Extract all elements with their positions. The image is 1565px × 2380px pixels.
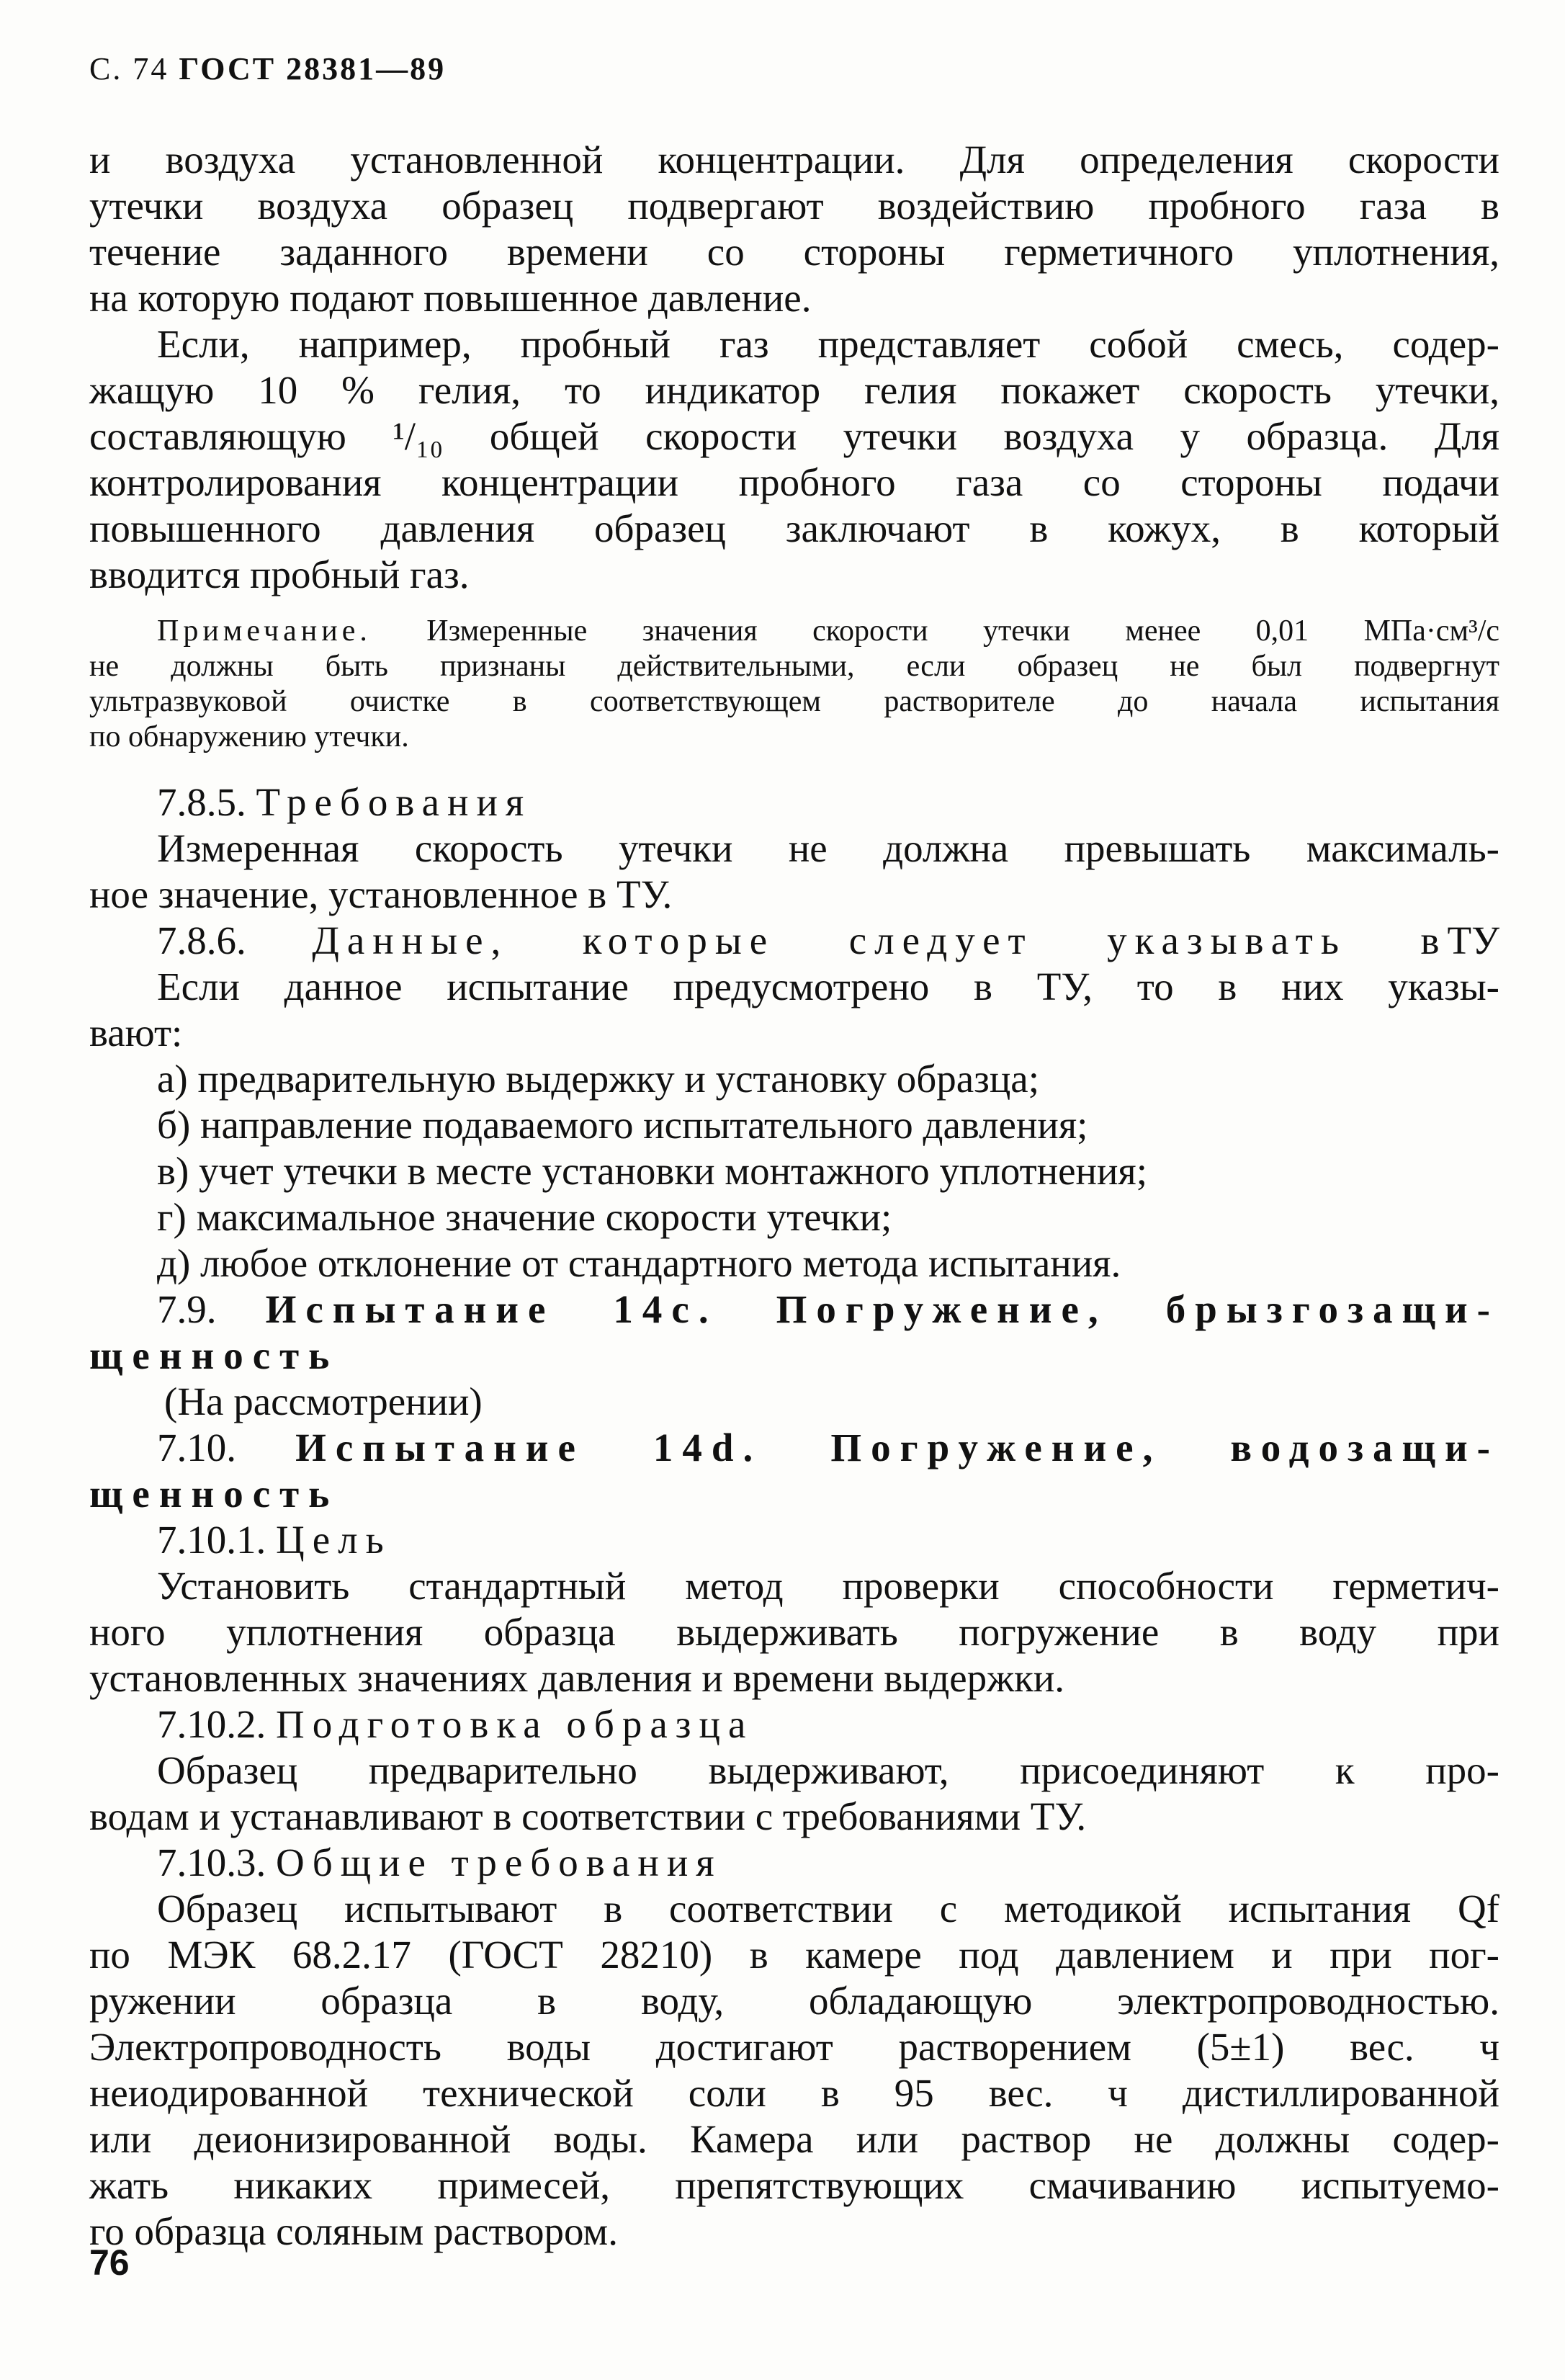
section-title: Испытание 14d. Погружение, водозащи- [295,1426,1499,1469]
note-line: не должны быть признаны действительными, если образец не был подвергнут [89,650,1499,683]
section-title-tail: ТУ [1447,918,1500,962]
section-heading [89,1517,1499,1563]
section-number: 7.10.2. [157,1702,266,1746]
text-line: вводится пробный газ. [89,552,470,596]
list-item: д) любое отклонение от стандартного метода испытания. [157,1241,1121,1285]
list-item: в) учет утечки в месте установки монтажного уплотнения; [157,1149,1147,1193]
text-line: течение заданного времени со стороны герметичного уплотнения, [89,230,1499,274]
section-heading [89,918,1499,964]
text-line: составляющую ¹/₁₀ общей скорости утечки воздуха у образца. Для [89,414,1499,458]
standard-designation: ГОСТ 28381—89 [179,51,447,86]
text-line: Образец предварительно выдерживают, присоединяют к про- [157,1748,1499,1792]
section-heading [89,1425,1499,1471]
section-number: 7.8.6. [157,918,246,962]
body-text [89,137,1499,2255]
section-title: Цель [276,1518,392,1562]
text-line: по МЭК 68.2.17 (ГОСТ 28210) в камере под давлением и при пог- [89,1933,1499,1977]
section-7-10 [89,1425,1499,1517]
text-line: вают: [89,1011,183,1055]
text-line: и воздуха установленной концентрации. Для определения скорости [89,138,1499,182]
section-heading-continuation [89,1471,1499,1517]
page-reference: С. 74 [89,51,169,86]
section-title: щенность [89,1333,339,1377]
section-7-8-6 [89,918,1499,1287]
section-number: 7.10.3. [157,1840,266,1884]
section-number: 7.8.5. [157,780,246,824]
text-line: утечки воздуха образец подвергают воздействию пробного газа в [89,184,1499,228]
text-line: на которую подают повышенное давление. [89,276,812,320]
section-number: 7.9. [157,1287,217,1331]
note-line [89,614,1499,649]
note-line: по обнаружению утечки. [89,720,409,753]
section-number: 7.10. [157,1426,236,1469]
section-7-10-1 [89,1517,1499,1701]
text-line: или деионизированной воды. Камера или раствор не должны содер- [89,2117,1499,2161]
text-line: контролирования концентрации пробного газа со стороны подачи [89,460,1499,504]
text-line: Измеренная скорость утечки не должна превышать максималь- [157,826,1499,870]
section-heading [89,1840,1499,1886]
list-item: г) максимальное значение скорости утечки; [157,1195,892,1239]
note-line: ультразвуковой очистке в соответствующем растворителе до начала испытания [89,685,1499,718]
section-number: 7.10.1. [157,1518,266,1562]
running-head [89,53,446,85]
list-item: б) направление подаваемого испытательного давления; [157,1103,1088,1147]
section-title: Испытание 14c. Погружение, брызгозащи- [265,1287,1499,1331]
text-line: Установить стандартный метод проверки способности герметич- [157,1564,1499,1608]
note-block [89,614,1499,755]
section-7-10-2 [89,1701,1499,1840]
text-line: жащую 10 % гелия, то индикатор гелия покажет скорость утечки, [89,368,1499,412]
text-line: ного уплотнения образца выдерживать погружение в воду при [89,1610,1499,1654]
section-heading [89,779,1499,826]
text-line: Образец испытывают в соответствии с методикой испытания Qf [157,1887,1499,1931]
section-title: Данные, которые следует указывать в [312,918,1448,962]
text-line: установленных значениях давления и времени выдержки. [89,1656,1065,1700]
text-line: ружении образца в воду, обладающую электропроводностью. [89,1979,1499,2023]
section-heading [89,1287,1499,1333]
section-title: Требования [256,780,532,824]
section-7-9 [89,1287,1499,1425]
text-line: водам и устанавливают в соответствии с требованиями ТУ. [89,1794,1087,1838]
section-title: щенность [89,1472,339,1516]
text-line: Если данное испытание предусмотрено в ТУ, то в них указы- [157,965,1499,1008]
text-line: ное значение, установленное в ТУ. [89,872,673,916]
paragraph-continuation [89,137,1499,321]
text-line: неиодированной технической соли в 95 вес. ч дистиллированной [89,2071,1499,2115]
page-number: 76 [89,2242,130,2283]
section-heading [89,1701,1499,1748]
note-label: Примечание. [157,614,372,648]
text-line: повышенного давления образец заключают в кожух, в который [89,506,1499,550]
section-title: Общие требования [276,1840,722,1884]
paragraph-helium-example [89,321,1499,598]
section-status: (На рассмотрении) [164,1379,483,1423]
text-line: го образца соляным раствором. [89,2209,618,2253]
section-7-10-3 [89,1840,1499,2255]
text-line: Электропроводность воды достигают растворением (5±1) вес. ч [89,2025,1499,2069]
note-text: Измеренные значения скорости утечки менее 0,01 МПа·см³/с [426,614,1500,648]
text-line: Если, например, пробный газ представляет собой смесь, содер- [157,322,1499,366]
section-7-8-5 [89,779,1499,918]
text-line: жать никаких примесей, препятствующих смачиванию испытуемо- [89,2163,1499,2207]
section-title: Подготовка образца [276,1702,754,1746]
section-heading-continuation [89,1333,1499,1379]
list-item: а) предварительную выдержку и установку образца; [157,1057,1039,1101]
